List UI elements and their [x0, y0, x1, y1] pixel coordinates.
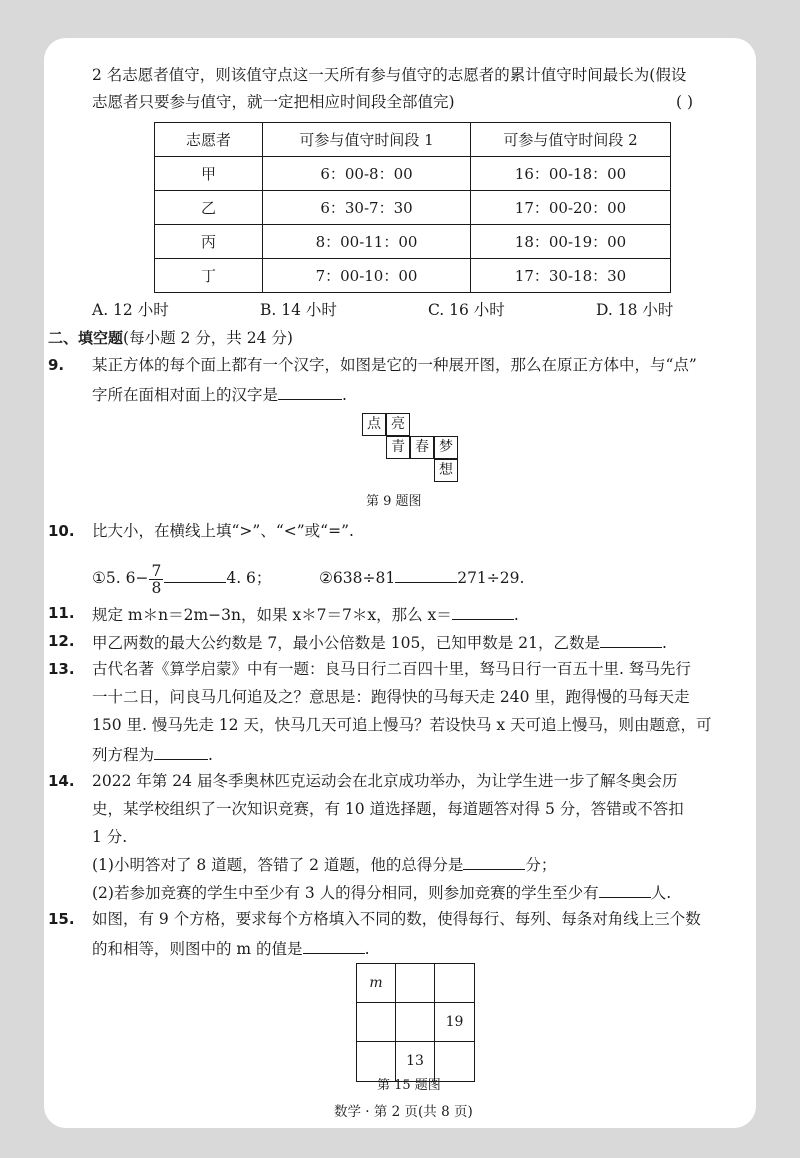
section-title: 二、填空题	[48, 329, 124, 347]
q14-line1: 2022 年第 24 届冬季奥林匹克运动会在北京成功举办，为让学生进一步了解冬奥会历	[92, 772, 678, 790]
table-header: 可参与值守时间段 2	[471, 123, 671, 157]
table-header: 可参与值守时间段 1	[263, 123, 471, 157]
grid-cell	[435, 1042, 474, 1081]
grid-cell: m	[357, 964, 396, 1003]
q15-line1: 如图，有 9 个方格，要求每个方格填入不同的数，使得每行、每列、每条对角线上三个数	[92, 910, 701, 928]
q10-part1-b: 4. 6；	[226, 569, 272, 587]
section-heading	[48, 328, 293, 348]
table-row	[155, 191, 671, 225]
answer-blank[interactable]	[452, 603, 514, 620]
q10-line1: 比大小，在横线上填“>”、“<”或“=”.	[92, 522, 354, 540]
grid-cell	[396, 1003, 435, 1042]
option-b: B. 14 小时	[260, 301, 337, 319]
table-cell: 6：30-7：30	[263, 191, 471, 225]
q14-sub1	[92, 853, 556, 875]
table-cell: 丁	[155, 259, 263, 293]
page-footer: 数学 · 第 2 页(共 8 页)	[334, 1104, 473, 1120]
q10-part2-b: 271÷29.	[457, 569, 525, 587]
q10-number: 10.	[48, 522, 75, 540]
q8-line1: 2 名志愿者值守，则该值守点这一天所有参与值守的志愿者的累计值守时间最长为(假设	[92, 66, 687, 84]
table-row	[155, 259, 671, 293]
table-cell: 6：00-8：00	[263, 157, 471, 191]
q13-line1: 古代名著《算学启蒙》中有一题：良马日行二百四十里，驽马日行一百五十里. 驽马先行	[92, 660, 691, 678]
q14-sub1-text: (1)小明答对了 8 道题，答错了 2 道题，他的总得分是	[92, 856, 464, 874]
grid-cell: 13	[396, 1042, 435, 1081]
answer-blank[interactable]	[600, 631, 662, 648]
table-cell: 17：00-20：00	[471, 191, 671, 225]
magic-square-figure	[356, 963, 475, 1082]
q14-number: 14.	[48, 772, 75, 790]
q13-line4	[92, 743, 213, 765]
table-cell: 7：00-10：00	[263, 259, 471, 293]
table-header: 志愿者	[155, 123, 263, 157]
q14-line2: 史，某学校组织了一次知识竞赛，有 10 道选择题，每道题答对得 5 分，答错或不答扣	[92, 800, 684, 818]
q9-line2-text: 字所在面相对面上的汉字是	[92, 386, 279, 404]
exam-page	[44, 38, 756, 1128]
q14-sub2	[92, 881, 671, 903]
q9-line1: 某正方体的每个面上都有一个汉字，如图是它的一种展开图，那么在原正方体中，与“点”	[92, 356, 697, 374]
q14-sub2-text: (2)若参加竞赛的学生中至少有 3 人的得分相同，则参加竞赛的学生至少有	[92, 884, 599, 902]
q9-number: 9.	[48, 356, 65, 374]
q10-part2-a: ②638÷81	[319, 569, 396, 587]
net-face: 点	[362, 413, 386, 436]
q12-number: 12.	[48, 632, 75, 650]
section-note: (每小题 2 分，共 24 分)	[123, 329, 293, 347]
table-cell: 16：00-18：00	[471, 157, 671, 191]
q15-line2-end: .	[364, 940, 370, 958]
q15-line2	[92, 937, 370, 959]
q8-answer-paren: ( )	[676, 93, 694, 111]
option-a: A. 12 小时	[92, 301, 169, 319]
q11-text-main: 规定 m＊n＝2m−3n，如果 x＊7＝7＊x，那么 x＝	[92, 606, 452, 624]
q9-line2-end: .	[342, 386, 347, 404]
net-face: 梦	[434, 436, 458, 459]
q8-line2: 志愿者只要参与值守，就一定把相应时间段全部值完)	[92, 93, 455, 111]
table-cell: 甲	[155, 157, 263, 191]
q10-part2	[319, 558, 524, 598]
table-row	[155, 157, 671, 191]
q10-parts	[92, 558, 271, 598]
q12-text	[92, 631, 667, 653]
grid-cell	[396, 964, 435, 1003]
fraction	[149, 563, 163, 596]
q15-caption: 第 15 题图	[377, 1078, 441, 1093]
table-row	[155, 225, 671, 259]
q13-number: 13.	[48, 660, 75, 678]
net-face: 亮	[386, 413, 410, 436]
net-face: 青	[386, 436, 410, 459]
answer-blank[interactable]	[463, 853, 525, 870]
table-cell: 18：00-19：00	[471, 225, 671, 259]
table-cell: 丙	[155, 225, 263, 259]
answer-blank[interactable]	[278, 383, 342, 400]
table-cell: 乙	[155, 191, 263, 225]
q15-line2-text: 的和相等，则图中的 m 的值是	[92, 940, 303, 958]
q9-caption: 第 9 题图	[366, 494, 422, 509]
q11-text-end: .	[513, 606, 519, 624]
q13-line4-end: .	[208, 746, 213, 764]
q13-line3: 150 里. 慢马先走 12 天，快马几天可追上慢马？若设快马 x 天可追上慢马，则由题意，可	[92, 716, 712, 734]
grid-cell	[357, 1003, 396, 1042]
option-d: D. 18 小时	[596, 301, 674, 319]
option-c: C. 16 小时	[428, 301, 505, 319]
fraction-numerator: 7	[151, 561, 162, 580]
q11-number: 11.	[48, 604, 75, 622]
q10-part1-a: ①5. 6−	[92, 569, 149, 587]
net-face: 想	[434, 459, 458, 482]
q11-text	[92, 603, 519, 625]
volunteer-table	[154, 122, 671, 293]
answer-blank[interactable]	[164, 566, 226, 583]
answer-blank[interactable]	[303, 937, 365, 954]
q12-text-end: .	[661, 634, 667, 652]
q15-number: 15.	[48, 910, 75, 928]
net-face: 春	[410, 436, 434, 459]
q14-sub2-end: 人.	[650, 884, 672, 902]
q13-line2: 一十二日，问良马几何追及之？意思是：跑得快的马每天走 240 里，跑得慢的马每天走	[92, 688, 690, 706]
q14-sub1-end: 分；	[525, 856, 557, 874]
answer-blank[interactable]	[395, 566, 457, 583]
q14-line3: 1 分.	[92, 828, 128, 846]
table-cell: 8：00-11：00	[263, 225, 471, 259]
answer-blank[interactable]	[154, 743, 208, 760]
q12-text-main: 甲乙两数的最大公约数是 7，最小公倍数是 105，已知甲数是 21，乙数是	[92, 634, 600, 652]
grid-cell	[435, 964, 474, 1003]
q13-line4-text: 列方程为	[92, 746, 155, 764]
q9-line2	[92, 383, 347, 405]
table-cell: 17：30-18：30	[471, 259, 671, 293]
grid-cell: 19	[435, 1003, 474, 1042]
table-header-row	[155, 123, 671, 157]
fraction-denominator: 8	[151, 578, 162, 597]
answer-blank[interactable]	[599, 881, 651, 898]
